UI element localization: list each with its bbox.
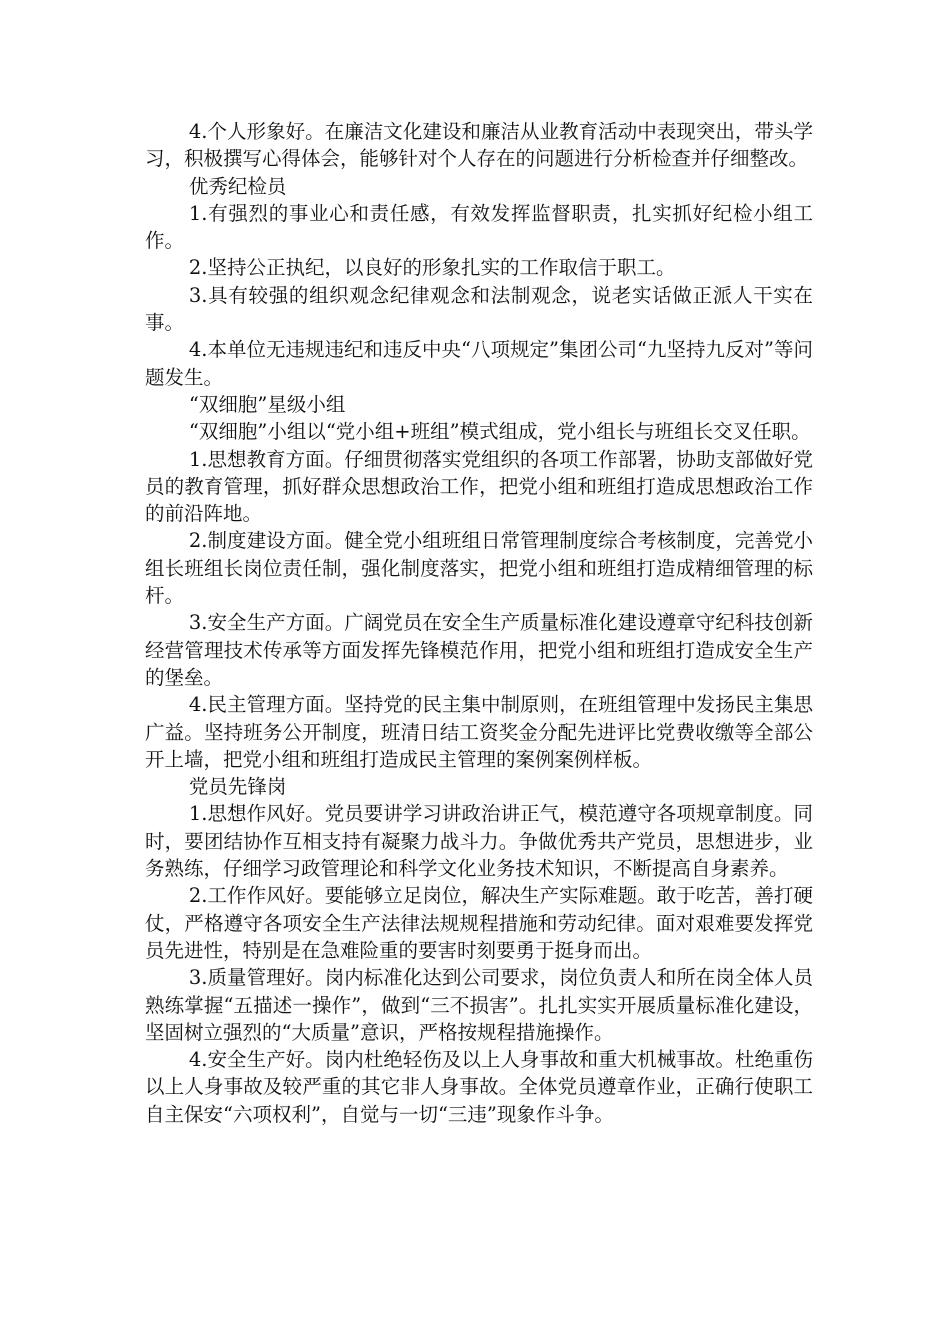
section-heading-pioneer-post: 党员先锋岗 [188, 775, 287, 799]
paragraph-pioneer-3: 3.质量管理好。岗内标准化达到公司要求，岗位负责人和所在岗全体人员熟练掌握“五描述一操作”，做到“三不损害”。扎扎实实开展质量标准化建设，坚固树立强烈的“大质量”意识，严格按规程措施操作。 [145, 966, 813, 1044]
paragraph-pioneer-4: 4.安全生产好。岗内杜绝轻伤及以上人身事故和重大机械事故。杜绝重伤以上人身事故及较严重的其它非人身事故。全体党员遵章作业，正确行使职工自主保安“六项权利”，自觉与一切“三违”现象作斗争。 [145, 1048, 813, 1126]
paragraph-inspector-1: 1.有强烈的事业心和责任感，有效发挥监督职责，扎实抓好纪检小组工作。 [145, 201, 813, 253]
paragraph-group-1: 1.思想教育方面。仔细贯彻落实党组织的各项工作部署，协助支部做好党员的教育管理，抓好群众思想政治工作，把党小组和班组打造成思想政治工作的前沿阵地。 [145, 447, 813, 526]
paragraph-group-2: 2.制度建设方面。健全党小组班组日常管理制度综合考核制度，完善党小组长班组长岗位责任制，强化制度落实，把党小组和班组打造成精细管理的标杆。 [145, 529, 813, 608]
paragraph-inspector-3: 3.具有较强的组织观念纪律观念和法制观念，说老实话做正派人干实在事。 [145, 283, 813, 335]
section-heading-discipline-inspector: 优秀纪检员 [188, 174, 287, 198]
section-heading-star-group: “双细胞”星级小组 [188, 392, 346, 416]
paragraph-group-4: 4.民主管理方面。坚持党的民主集中制原则，在班组管理中发扬民主集思广益。坚持班务公开制度，班清日结工资奖金分配先进评比党费收缴等全部公开上墙，把党小组和班组打造成民主管理的案例案例样板。 [145, 693, 813, 771]
paragraph-inspector-4: 4.本单位无违规违纪和违反中央“八项规定”集团公司“九坚持九反对”等问题发生。 [145, 338, 813, 389]
paragraph-pioneer-1: 1.思想作风好。党员要讲学习讲政治讲正气，模范遵守各项规章制度。同时，要团结协作互相支持有凝聚力战斗力。争做优秀共产党员，思想进步，业务熟练，仔细学习政管理论和科学文化业务技术知识，不断提高自身素养。 [145, 802, 813, 881]
document-body [145, 118, 813, 1128]
paragraph-group-intro: “双细胞”小组以“党小组+班组”模式组成，党小组长与班组长交叉任职。 [188, 420, 811, 444]
paragraph-group-3: 3.安全生产方面。广阔党员在安全生产质量标准化建设遵章守纪科技创新经营管理技术传承等方面发挥先锋模范作用，把党小组和班组打造成安全生产的堡垒。 [145, 611, 813, 689]
paragraph-inspector-2: 2.坚持公正执纪，以良好的形象扎实的工作取信于职工。 [188, 256, 676, 280]
paragraph-pioneer-2: 2.工作作风好。要能够立足岗位，解决生产实际难题。敢于吃苦，善打硬仗，严格遵守各项安全生产法律法规规程措施和劳动纪律。面对艰难要发挥党员先进性，特别是在急难险重的要害时刻要勇于挺身而出。 [145, 884, 813, 962]
paragraph-personal-image: 4.个人形象好。在廉洁文化建设和廉洁从业教育活动中表现突出，带头学习，积极撰写心得体会，能够针对个人存在的问题进行分析检查并仔细整改。 [145, 120, 813, 171]
